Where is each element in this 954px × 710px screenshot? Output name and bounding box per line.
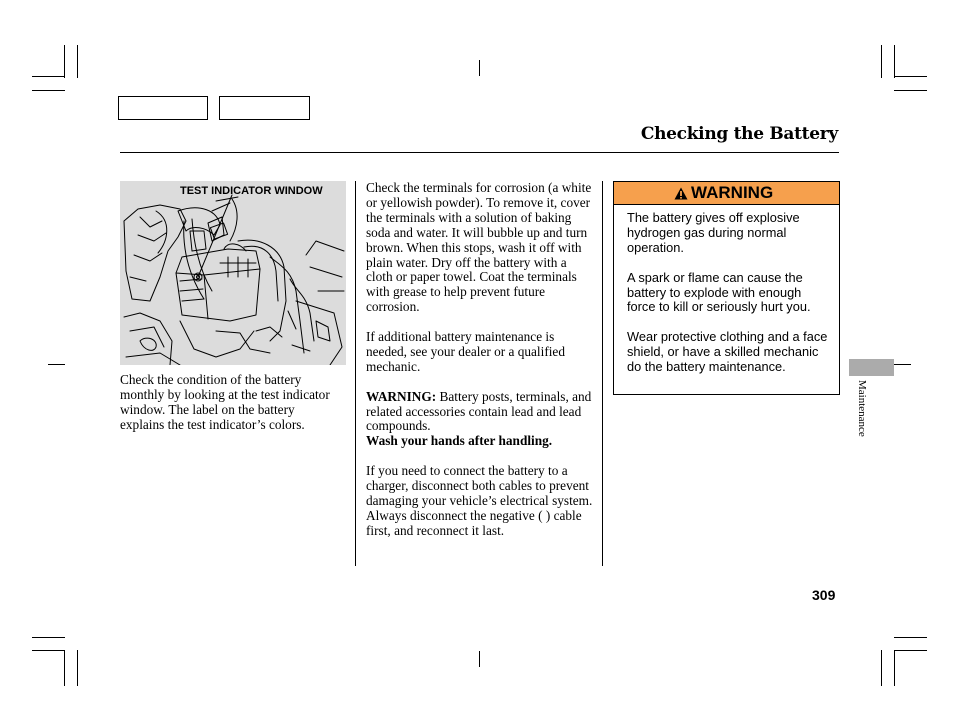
maintenance-column (366, 181, 596, 554)
header-box-left (118, 96, 208, 120)
section-tab-label: Maintenance (856, 380, 868, 437)
warning-paragraph: A spark or flame can cause the battery to explode with enough force to kill or seriously hurt you. (627, 269, 811, 315)
figure-caption: TEST INDICATOR WINDOW (180, 185, 323, 197)
warning-paragraph: The battery gives off explosive hydrogen gas during normal operation. (627, 210, 800, 255)
warning-box (613, 181, 840, 395)
engine-bay-drawing (120, 181, 346, 365)
page-title: Checking the Battery (640, 124, 838, 144)
column-divider (355, 181, 356, 566)
page-number: 309 (812, 587, 836, 603)
battery-check-text: Check the condition of the battery monthly by looking at the test indicator window. The label on the battery explains the test indicator’s colors. (120, 372, 330, 432)
charger-paragraph: If you need to connect the battery to a charger, disconnect both cables to prevent damaging your vehicle’s electrical system. Always disconnect the negative ( ) cable first, and reconnect it last. (366, 463, 593, 538)
lead-warning-paragraph (366, 390, 596, 450)
dealer-paragraph: If additional battery maintenance is needed, see your dealer or a qualified mechanic. (366, 329, 565, 374)
warning-title: WARNING (691, 183, 774, 202)
header-box-right (219, 96, 310, 120)
section-tab (849, 359, 894, 376)
battery-illustration (120, 181, 346, 365)
header-rule (120, 152, 839, 153)
corrosion-paragraph: Check the terminals for corrosion (a white or yellowish powder). To remove it, cover the terminals with a solution of baking soda and water. It will bubble up and turn brown. When this stops, wash it off with plain water. Dry off the battery with a cloth or paper towel. Coat the terminals with grease to help prevent future corrosion. (366, 180, 592, 315)
warning-label: WARNING: (366, 388, 437, 404)
warning-paragraph: Wear protective clothing and a face shield, or have a skilled mechanic do the battery maintenance. (627, 329, 828, 375)
wash-hands-text: Wash your hands after handling. (366, 433, 553, 449)
warning-text: Battery posts, terminals, and related accessories contain lead and lead compounds. (366, 388, 592, 434)
column-divider (602, 181, 603, 566)
warning-header (614, 182, 839, 205)
warning-triangle-icon (674, 187, 688, 200)
warning-body (614, 205, 839, 375)
